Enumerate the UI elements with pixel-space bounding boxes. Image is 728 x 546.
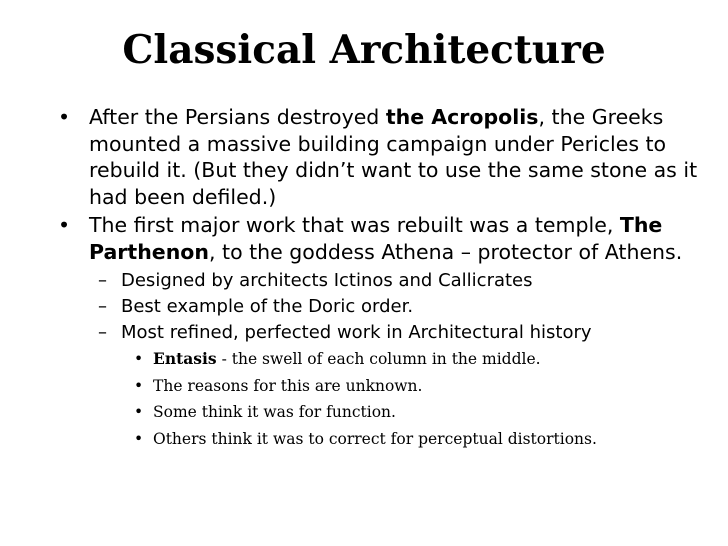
sub-bullet-refined (58, 320, 698, 346)
bullet-marker: • (134, 429, 144, 448)
sub-sub-bullet-entasis (58, 346, 698, 373)
bullet-marker: • (58, 105, 71, 129)
dash-marker: – (98, 322, 107, 343)
bullet-parthenon (58, 212, 698, 265)
sub-bullet-doric (58, 294, 698, 320)
sub-bullet-architects (58, 268, 698, 294)
sub-sub-bullet-list (58, 346, 698, 452)
dash-marker: – (98, 270, 107, 291)
sub-sub-bullet-function (58, 399, 698, 426)
bullet-text-before: The first major work that was rebuilt was a temple, (89, 213, 620, 237)
sub-sub-bullet-text: The reasons for this are unknown. (153, 376, 423, 395)
dash-marker: – (98, 296, 107, 317)
sub-sub-bullet-text: - the swell of each column in the middle. (216, 350, 541, 368)
sub-bullet-list (58, 268, 698, 346)
sub-sub-bullet-perceptual (58, 426, 698, 453)
bullet-text-after: , to the goddess Athena – protector of Athens. (209, 239, 683, 264)
bullet-text-after: , the Greeks mounted a massive building campaign under Pericles to rebuild it. (But they didn’t want to use the same stone as it had been defiled.) (89, 105, 698, 209)
sub-sub-bullet-reasons (58, 373, 698, 400)
sub-sub-bullet-text: Some think it was for function. (153, 403, 396, 421)
slide-title: Classical Architecture (122, 27, 606, 73)
bullet-acropolis (58, 104, 698, 210)
bullet-marker: • (134, 403, 144, 421)
bullet-text-before: After the Persians destroyed (89, 105, 386, 129)
entasis-term: Entasis (153, 349, 217, 368)
bullet-marker: • (58, 213, 71, 237)
sub-bullet-text: Most refined, perfected work in Architectural history (121, 322, 592, 343)
bullet-marker: • (134, 350, 144, 368)
sub-bullet-text: Designed by architects Ictinos and Callicrates (121, 270, 533, 291)
sub-sub-bullet-text: Others think it was to correct for perceptual distortions. (153, 429, 597, 448)
sub-bullet-text: Best example of the Doric order. (121, 296, 414, 317)
bullet-bold-parthenon: The Parthenon (89, 213, 663, 264)
slide-body (58, 104, 698, 452)
bullet-marker: • (134, 376, 144, 395)
bullet-bold-acropolis: the Acropolis (385, 105, 539, 129)
